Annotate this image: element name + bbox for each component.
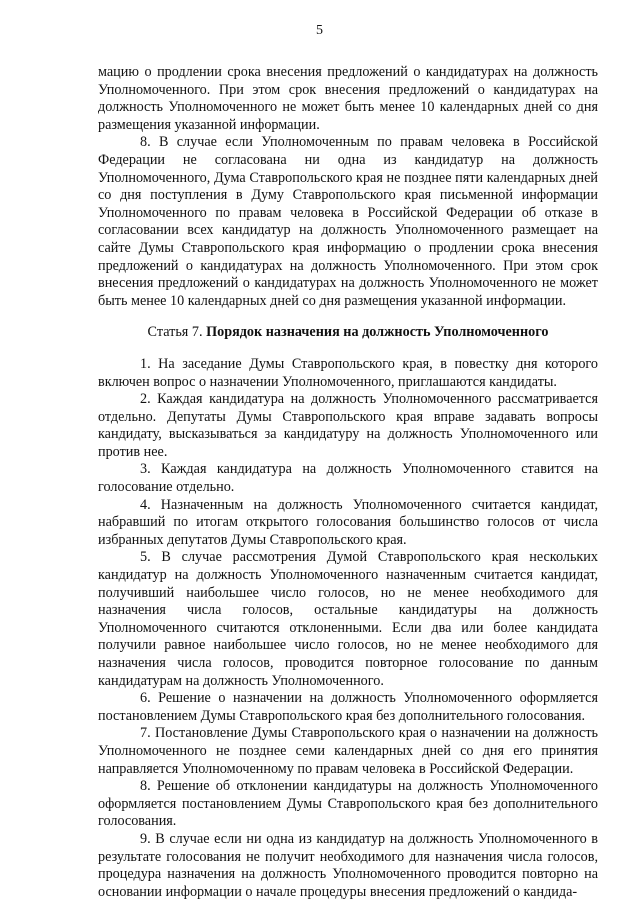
paragraph-item-8-decision: 8. Решение об отклонении кандидатуры на должность Уполномоченного оформляется постановлением Думы Ставропольского края без дополнительного голосования. — [98, 778, 598, 830]
paragraph-item-7: 7. Постановление Думы Ставропольского края о назначении на должность Уполномоченного не позднее семи календарных дней со дня его принятия направляется Уполномоченному по правам человека в Российской Федерации. — [98, 725, 598, 777]
article-prefix: Статья 7. — [147, 324, 207, 341]
paragraph-continuation: мацию о продлении срока внесения предложений о кандидатурах на должность Уполномоченного. При этом срок внесения предложений о кандидатурах на должность Уполномоченного не может быть менее 10 календарных дней со дня размещения указанной информации. — [98, 64, 598, 133]
paragraph-item-1: 1. На заседание Думы Ставропольского края, в повестку дня которого включен вопрос о назначении Уполномоченного, приглашаются кандидаты. — [98, 355, 598, 390]
paragraph-item-2: 2. Каждая кандидатура на должность Уполномоченного рассматривается отдельно. Депутаты Думы Ставропольского края вправе задавать вопросы кандидату, высказываться за кандидатуру на должность Уполномоченного или против нее. — [98, 391, 598, 460]
paragraph-item-8: 8. В случае если Уполномоченным по правам человека в Российской Федерации не согласована ни одна из кандидатур на должность Уполномоченного, Дума Ставропольского края не позднее пяти календарных дней со дня поступления в Думу Ставропольского края письменной информации Уполномоченного по правам человека в Российской Федерации об отказе в согласовании всех кандидатур на должность Уполномоченного размещает на сайте Думы Ставропольского края информацию о продлении срока внесения предложений о кандидатурах на должность Уполномоченного. При этом срок внесения предложений о кандидатурах на должность Уполномоченного не может быть менее 10 календарных дней со дня размещения указанной информации. — [98, 134, 598, 309]
paragraph-item-5: 5. В случае рассмотрения Думой Ставропольского края нескольких кандидатур на должность Уполномоченного назначенным считается кандидат, получивший наибольшее число голосов, но не менее необходимого для назначения числа голосов, остальные кандидатуры на должность Уполномоченного считаются отклоненными. Если два или более кандидата получили равное наибольшее число голосов, но не менее необходимого для назначения числа голосов, проводится повторное голосование по данным кандидатурам на должность Уполномоченного. — [98, 549, 598, 689]
paragraph-item-6: 6. Решение о назначении на должность Уполномоченного оформляется постановлением Думы Ставропольского края без дополнительного голосования. — [98, 690, 598, 724]
document-body — [98, 64, 598, 901]
article-heading — [98, 324, 598, 342]
paragraph-item-9: 9. В случае если ни одна из кандидатур на должность Уполномоченного в результате голосования не получит необходимого для назначения числа голосов, процедура назначения на должность Уполномоченного проводится повторно на основании информации о начале процедуры внесения предложений о кандида- — [98, 830, 598, 900]
article-title: Порядок назначения на должность Уполномоченного — [206, 324, 549, 341]
paragraph-item-3: 3. Каждая кандидатура на должность Уполномоченного ставится на голосование отдельно. — [98, 461, 598, 496]
paragraph-item-4: 4. Назначенным на должность Уполномоченного считается кандидат, набравший по итогам открытого голосования большинство голосов от числа избранных депутатов Думы Ставропольского края. — [98, 496, 598, 548]
page-number: 5 — [316, 23, 323, 38]
